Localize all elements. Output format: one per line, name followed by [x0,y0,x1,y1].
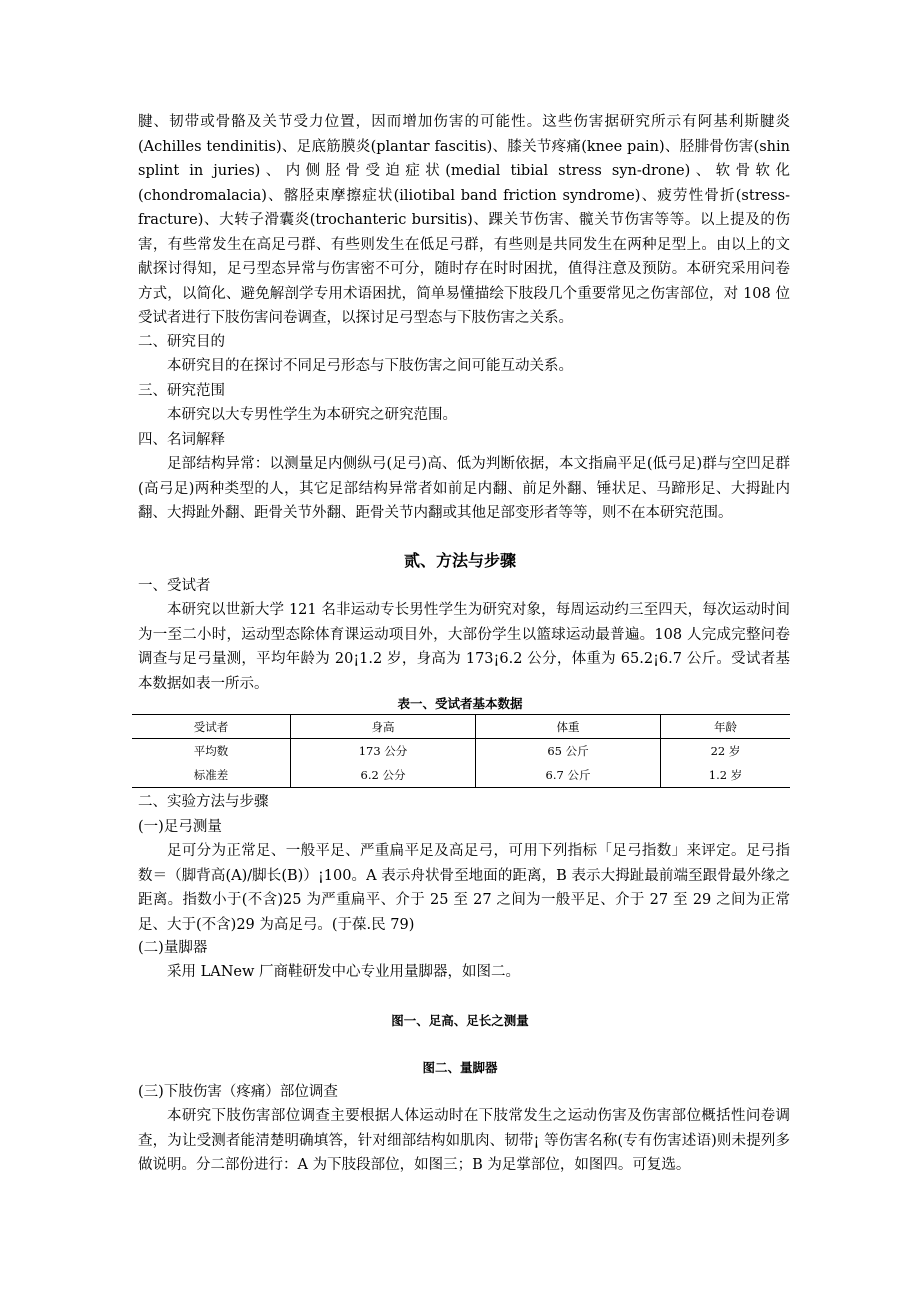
table-cell: 1.2 岁 [661,763,791,788]
foot-gauge-heading: (二)量脚器 [138,940,208,956]
section-scope-text: 本研究以大专男性学生为本研究之研究范围。 [167,407,457,423]
figure1-caption: 图一、足高、足长之测量 [391,1013,529,1028]
subjects-table [132,714,790,788]
table-cell: 平均数 [132,739,291,764]
table-cell: 173 公分 [291,739,476,764]
table-row [132,739,790,764]
subjects-text: 本研究以世新大学 121 名非运动专长男性学生为研究对象，每周运动约三至四天，每次运动时间为一至二小时，运动型态除体育课运动项目外，大部份学生以篮球运动最普遍。108 人完成完整问卷调查与足弓量测，平均年龄为 20¡1.2 岁，身高为 173¡6.2 公分，体重为 65.2¡6.7 公斤。受试者基本数据如表一所示。 [138,602,790,692]
table-cell: 6.2 公分 [291,763,476,788]
methods-heading: 二、实验方法与步骤 [138,794,269,810]
arch-measurement-text: 足可分为正常足、一般平足、严重扁平足及高足弓，可用下列指标「足弓指数」来评定。足弓指数＝（脚背高(A)/脚长(B)）¡100。A 表示舟状骨至地面的距离，B 表示大拇趾最前端至跟骨最外缘之距离。指数小于(不含)25 为严重扁平、介于 25 至 27 之间为一般平足、介于 27 至 29 之间为正常足、大于(不含)29 为高足弓。(于葆.民 79) [138,843,790,933]
foot-gauge-text: 采用 LANew 厂商鞋研发中心专业用量脚器，如图二。 [167,964,520,980]
section-scope-heading: 三、研究范围 [138,383,225,399]
section-purpose-text: 本研究目的在探讨不同足弓形态与下肢伤害之间可能互动关系。 [167,358,573,374]
section-purpose-heading: 二、研究目的 [138,334,225,350]
intro-paragraph: 腱、韧带或骨骼及关节受力位置，因而增加伤害的可能性。这些伤害据研究所示有阿基利斯腱炎(Achilles tendinitis)、足底筋膜炎(plantar fascitis)、膝关节疼痛(knee pain)、胫腓骨伤害(shin splint in juries)、内侧胫骨受迫症状(medial tibial stress syn-drone)、软骨软化(chondromalacia)、髂胫束摩擦症状(iliotibal band friction syndrome)、疲劳性骨折(stress-fracture)、大转子滑囊炎(trochanteric bursitis)、踝关节伤害、髋关节伤害等等。以上提及的伤害，有些常发生在高足弓群、有些则发生在低足弓群，有些则是共同发生在两种足型上。由以上的文献探讨得知，足弓型态异常与伤害密不可分，随时存在时时困扰，值得注意及预防。本研究采用问卷方式，以简化、避免解剖学专用术语困扰，简单易懂描绘下肢段几个重要常见之伤害部位，对 108 位受试者进行下肢伤害问卷调查，以探讨足弓型态与下肢伤害之关系。 [138,114,790,326]
chapter-title: 贰、方法与步骤 [403,551,516,570]
arch-measurement-heading: (一)足弓测量 [138,819,222,835]
figure2-caption: 图二、量脚器 [422,1060,498,1075]
subjects-heading: 一、受试者 [138,578,211,594]
table1-caption: 表一、受试者基本数据 [397,696,523,711]
section-terms-text: 足部结构异常：以测量足内侧纵弓(足弓)高、低为判断依据，本文指扁平足(低弓足)群与空凹足群(高弓足)两种类型的人，其它足部结构异常者如前足内翻、前足外翻、锤状足、马蹄形足、大拇趾内翻、大拇趾外翻、距骨关节外翻、距骨关节内翻或其他足部变形者等等，则不在本研究范围。 [138,456,790,521]
table-cell: 标准差 [132,763,291,788]
table-header-row [132,715,790,739]
table-cell: 22 岁 [661,739,791,764]
table-cell: 6.7 公斤 [476,763,661,788]
section-terms-heading: 四、名词解释 [138,432,225,448]
table-cell: 65 公斤 [476,739,661,764]
table-header-cell: 受试者 [132,715,291,739]
table-header-cell: 年龄 [661,715,791,739]
table-header-cell: 身高 [291,715,476,739]
table-row [132,763,790,788]
injury-survey-heading: (三)下肢伤害（疼痛）部位调查 [138,1084,338,1100]
injury-survey-text: 本研究下肢伤害部位调查主要根据人体运动时在下肢常发生之运动伤害及伤害部位概括性问卷调查，为让受测者能清楚明确填答，针对细部结构如肌肉、韧带¡ 等伤害名称(专有伤害述语)则未提列多做说明。分二部份进行：A 为下肢段部位，如图三；B 为足掌部位，如图四。可复选。 [138,1108,790,1173]
table-header-cell: 体重 [476,715,661,739]
